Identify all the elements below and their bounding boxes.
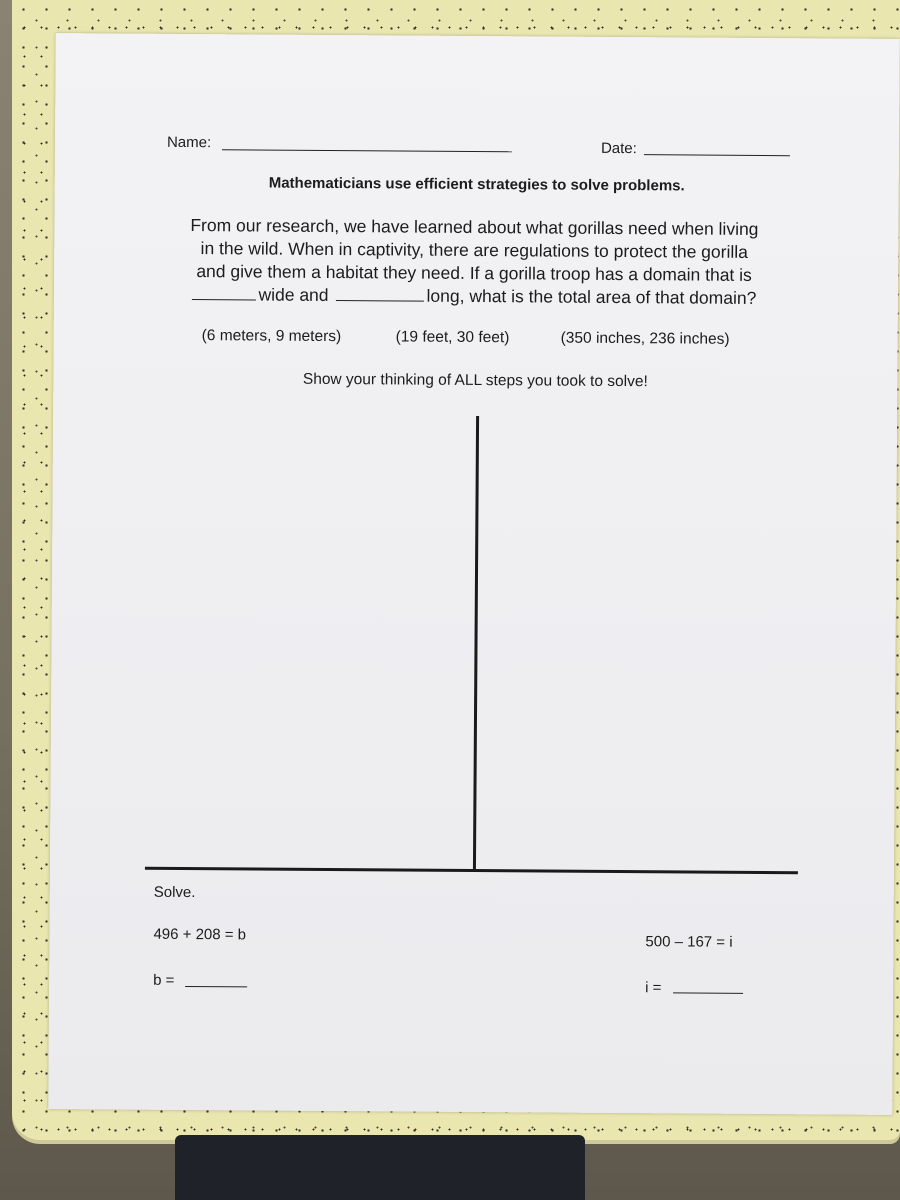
- long-text: long, what is the total area of that domain?: [426, 285, 757, 308]
- answer-b-label: b =: [153, 971, 175, 989]
- name-label: Name:: [166, 133, 212, 152]
- option-1: (6 meters, 9 meters): [201, 327, 342, 346]
- answer-i-label: i =: [645, 979, 662, 997]
- t-chart-horizontal-line: [145, 867, 798, 875]
- instruction-text: Show your thinking of ALL steps you took to solve!: [302, 370, 648, 391]
- length-blank[interactable]: [336, 286, 424, 302]
- t-chart-vertical-line: [473, 416, 479, 871]
- date-blank-line[interactable]: [644, 154, 790, 156]
- worksheet-paper: [48, 33, 899, 1115]
- problem-paragraph: [124, 214, 825, 311]
- worksheet-heading: Mathematicians use efficient strategies to solve problems.: [268, 174, 685, 195]
- problem-line-4: [124, 283, 824, 311]
- width-blank[interactable]: [191, 285, 255, 300]
- answer-i-blank[interactable]: [673, 992, 743, 993]
- equation-i: 500 – 167 = i: [645, 933, 733, 951]
- option-2: (19 feet, 30 feet): [395, 328, 510, 347]
- problem-line-1: From our research, we have learned about what gorillas need when living: [190, 215, 759, 239]
- solve-label: Solve.: [153, 883, 196, 902]
- name-blank-line[interactable]: [222, 149, 512, 152]
- equation-b: 496 + 208 = b: [153, 925, 247, 944]
- problem-line-2: in the wild. When in captivity, there are regulations to protect the gorilla: [200, 238, 748, 262]
- wide-text: wide and: [258, 284, 329, 305]
- person-leg: [175, 1135, 585, 1200]
- date-label: Date:: [600, 139, 637, 158]
- option-3: (350 inches, 236 inches): [560, 329, 730, 348]
- problem-line-3: and give them a habitat they need. If a gorilla troop has a domain that is: [196, 261, 752, 285]
- answer-b-blank[interactable]: [185, 986, 247, 987]
